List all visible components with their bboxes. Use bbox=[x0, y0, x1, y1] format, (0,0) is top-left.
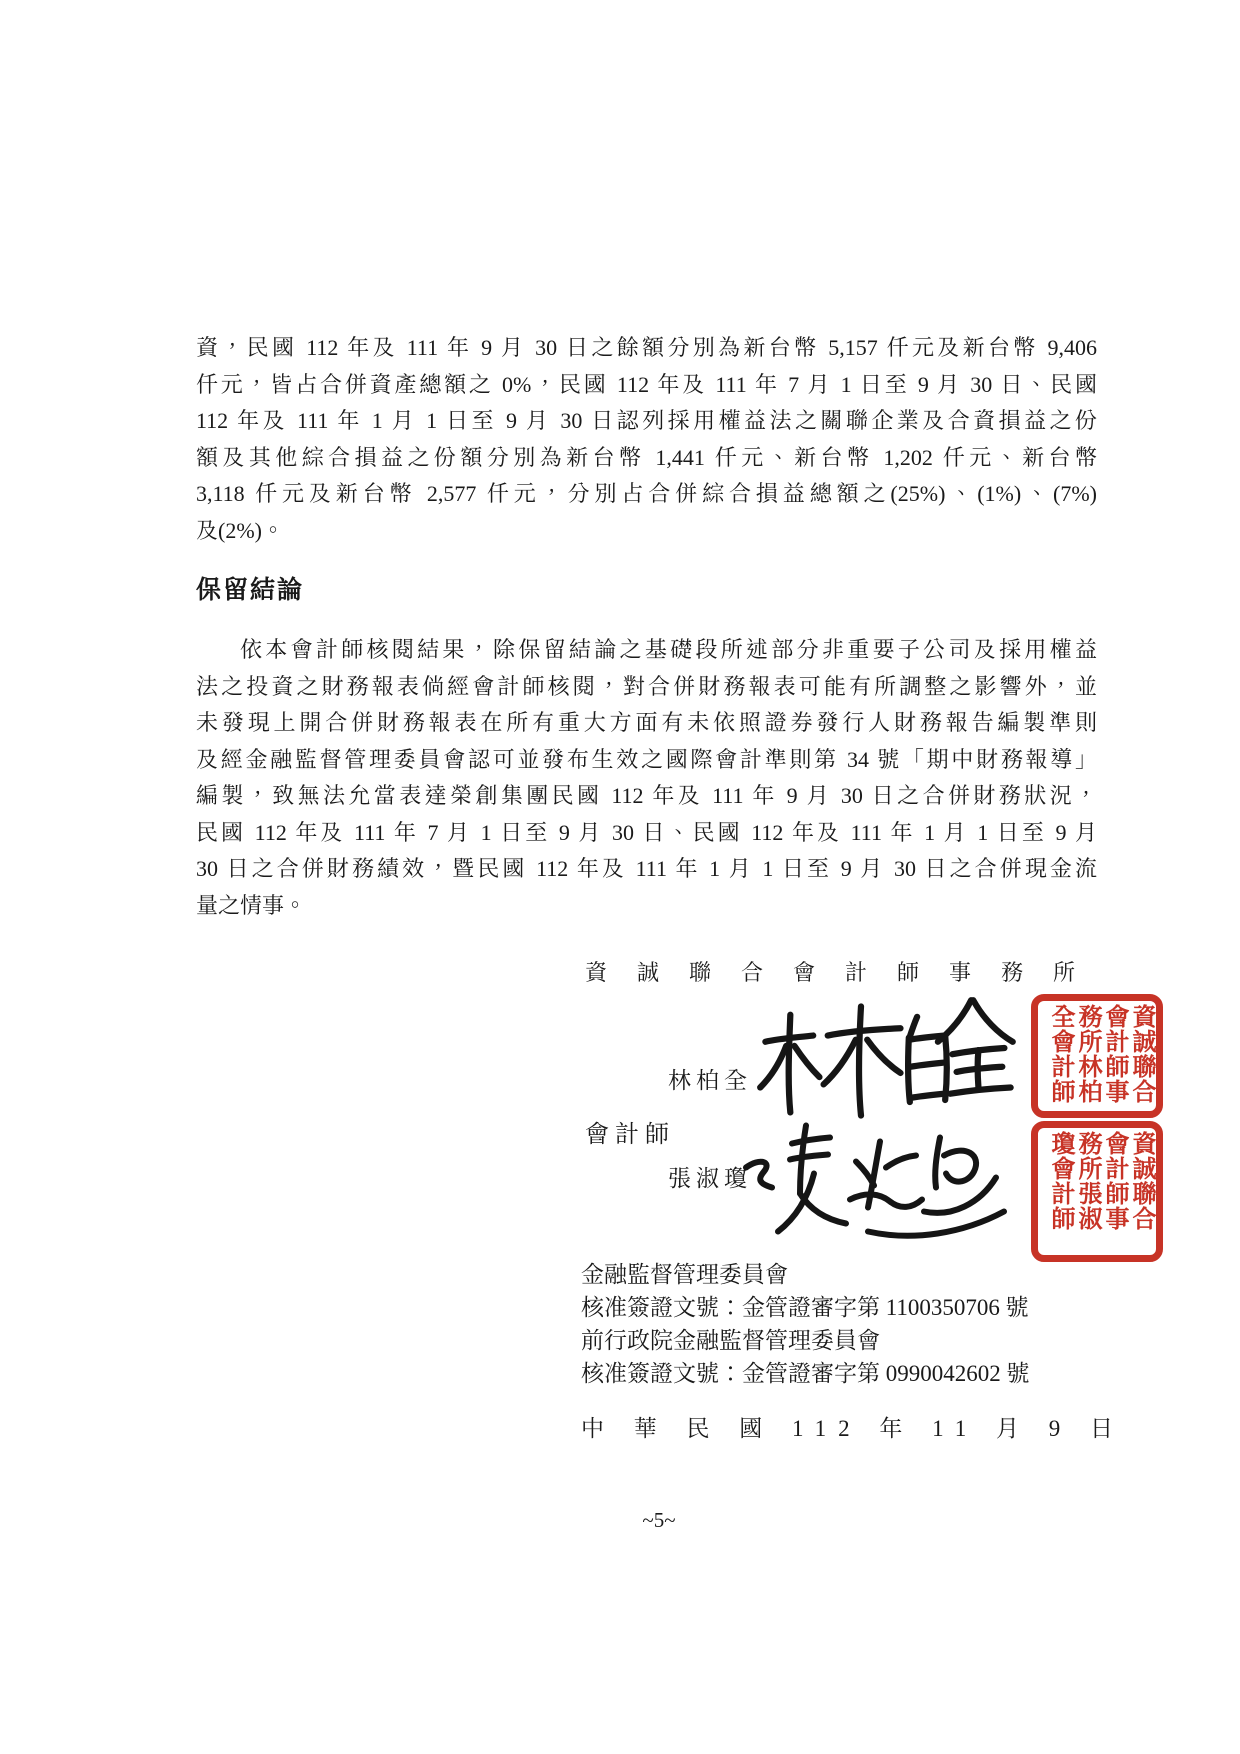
page-number: ~5~ bbox=[642, 1508, 676, 1532]
paragraph-line: 資，民國 112 年及 111 年 9 月 30 日之餘額分別為新台幣 5,157 仟元及新台幣 9,406 bbox=[196, 335, 1097, 360]
paragraph-line: 編製，致無法允當表達榮創集團民國 112 年及 111 年 9 月 30 日之合併財務狀況， bbox=[196, 783, 1097, 808]
signer-name-printed: 張淑瓊 bbox=[668, 1166, 752, 1191]
paragraph-line: 3,118 仟元及新台幣 2,577 仟元，分別占合併綜合損益總額之(25%)、(1%)、(7%) bbox=[196, 481, 1097, 506]
seal-text: 資誠聯合會計師事務所張淑瓊會計師 bbox=[1047, 1131, 1154, 1231]
paragraph-line: 及(2%)。 bbox=[196, 517, 284, 543]
accounting-firm-name: 資誠聯合會計師事務所 bbox=[585, 960, 1106, 985]
seal-text: 資誠聯合會計師事務所林柏全會計師 bbox=[1047, 1004, 1154, 1104]
regulator-approval-block bbox=[581, 1258, 1030, 1390]
report-date: 中 華 民 國 112 年 11 月 9 日 bbox=[581, 1416, 1126, 1441]
conclusion-paragraph bbox=[196, 632, 1097, 924]
paragraph-line: 民國 112 年及 111 年 7 月 1 日至 9 月 30 日、民國 112 年及 111 年 1 月 1 日至 9 月 bbox=[196, 819, 1097, 845]
paragraph-continuation bbox=[196, 330, 1097, 549]
section-heading-qualified-conclusion: 保留結論 bbox=[196, 577, 305, 604]
paragraph-line: 額及其他綜合損益之份額分別為新台幣 1,441 仟元、新台幣 1,202 仟元、新台幣 bbox=[196, 444, 1097, 470]
red-cpa-seal bbox=[1031, 994, 1163, 1118]
paragraph-line: 仟元，皆占合併資產總額之 0%，民國 112 年及 111 年 7 月 1 日至 9 月 30 日、民國 bbox=[196, 371, 1097, 397]
paragraph-line: 30 日之合併財務績效，暨民國 112 年及 111 年 1 月 1 日至 9 月 30 日之合併現金流 bbox=[196, 856, 1097, 881]
paragraph-line: 112 年及 111 年 1 月 1 日至 9 月 30 日認列採用權益法之關聯企業及合資損益之份 bbox=[196, 408, 1097, 433]
handwritten-signature-icon bbox=[728, 1113, 1028, 1258]
approval-number: 核准簽證文號：金管證審字第 1100350706 號 bbox=[581, 1295, 1029, 1320]
red-cpa-seal bbox=[1031, 1121, 1163, 1262]
paragraph-line: 依本會計師核閱結果，除保留結論之基礎段所述部分非重要子公司及採用權益 bbox=[240, 637, 1097, 662]
paragraph-line: 量之情事。 bbox=[196, 892, 307, 918]
paragraph-line: 法之投資之財務報表倘經會計師核閱，對合併財務報表可能有所調整之影響外，並 bbox=[196, 673, 1097, 699]
handwritten-signature-icon bbox=[755, 996, 1020, 1126]
regulator-name: 前行政院金融監督管理委員會 bbox=[581, 1328, 880, 1353]
paragraph-line: 及經金融監督管理委員會認可並發布生效之國際會計準則第 34 號「期中財務報導」 bbox=[196, 746, 1097, 772]
regulator-name: 金融監督管理委員會 bbox=[581, 1262, 788, 1287]
paragraph-line: 未發現上開合併財務報表在所有重大方面有未依照證券發行人財務報告編製準則 bbox=[196, 710, 1097, 735]
signer-name-printed: 林柏全 bbox=[668, 1068, 752, 1093]
approval-number: 核准簽證文號：金管證審字第 0990042602 號 bbox=[581, 1361, 1030, 1386]
accountant-title-label: 會計師 bbox=[585, 1122, 675, 1148]
